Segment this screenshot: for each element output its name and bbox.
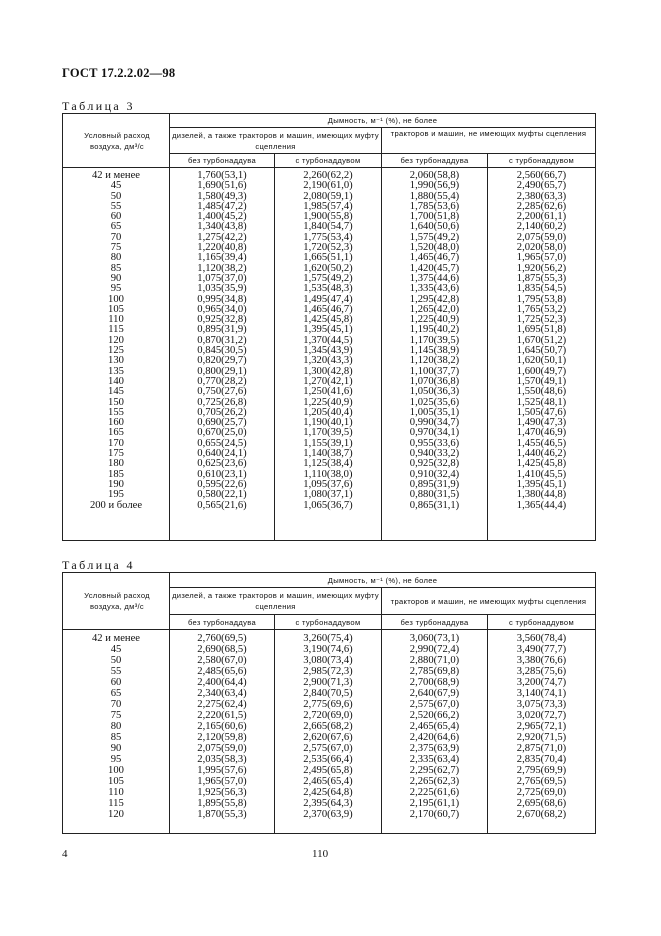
- table-cell: 2,875(71,0): [516, 743, 567, 754]
- table-cell: 65: [110, 688, 122, 699]
- table-cell: 3,080(73,4): [303, 655, 353, 666]
- table-cell: 2,990(72,4): [409, 644, 460, 655]
- table-cell: 150: [108, 396, 124, 408]
- table3-head-airflow: Условный расход воздуха, дм³/с: [63, 114, 170, 168]
- table-cell: 2,075(59,0): [516, 231, 567, 243]
- table-cell: 1,965(57,0): [516, 252, 567, 264]
- table-cell: 0,565(21,6): [197, 499, 247, 511]
- table-cell: 1,395(45,1): [516, 478, 567, 490]
- table-cell: 0,670(25,0): [197, 427, 247, 439]
- table-cell: 70: [110, 699, 122, 710]
- table4-head-smoke: Дымность, м⁻¹ (%), не более: [170, 573, 596, 588]
- table-cell: 115: [108, 798, 124, 809]
- table-cell: 2,725(69,0): [516, 787, 567, 798]
- table-cell: 1,225(40,9): [303, 396, 353, 408]
- table-cell: 65: [110, 221, 122, 233]
- table-cell: 50: [110, 190, 122, 202]
- table-cell: 0,800(29,1): [197, 365, 247, 377]
- table-cell: 2,275(62,4): [197, 699, 247, 710]
- table-cell: 2,520(66,2): [409, 710, 460, 721]
- table-cell: 1,785(53,6): [409, 200, 460, 212]
- table4-head-group1: дизелей, а также тракторов и машин, имеющих муфту сцепления: [170, 588, 382, 615]
- table-cell: 2,375(63,9): [409, 743, 460, 754]
- table-cell: 185: [108, 468, 124, 480]
- table-cell: 2,785(69,8): [409, 666, 460, 677]
- table-cell: 1,275(42,2): [197, 231, 247, 243]
- table-cell: 2,690(68,5): [197, 644, 247, 655]
- table3-col-2: [275, 168, 382, 541]
- table-cell: 0,925(32,8): [197, 314, 247, 326]
- table-cell: 2,075(59,0): [197, 743, 247, 754]
- table-cell: 2,060(58,8): [409, 170, 460, 181]
- table-cell: 0,925(32,8): [409, 458, 460, 470]
- table4-head-sub2: с турбонаддувом: [275, 615, 382, 630]
- table-cell: 1,765(53,2): [516, 303, 567, 315]
- table-cell: 2,120(59,8): [197, 732, 247, 743]
- table-cell: 0,820(29,7): [197, 355, 247, 367]
- table-cell: 2,260(62,2): [303, 170, 353, 181]
- table-cell: 1,695(51,8): [516, 324, 567, 336]
- table4-col-1: [170, 630, 275, 834]
- table-cell: 60: [110, 677, 122, 688]
- table-cell: 0,965(34,0): [197, 303, 247, 315]
- table-cell: 1,250(41,6): [303, 386, 353, 398]
- table-cell: 1,375(44,6): [409, 272, 460, 284]
- table-cell: 45: [110, 644, 122, 655]
- table-cell: 75: [110, 242, 122, 254]
- table-cell: 1,465(46,7): [409, 252, 460, 264]
- table-cell: 55: [110, 666, 122, 677]
- table4-col-3: [382, 630, 488, 834]
- table-cell: 1,125(38,4): [303, 458, 353, 470]
- table-cell: 1,205(40,4): [303, 406, 353, 418]
- table-cell: 80: [110, 252, 122, 264]
- table-cell: 1,340(43,8): [197, 221, 247, 233]
- table-cell: 2,695(68,6): [516, 798, 567, 809]
- table-cell: 2,640(67,9): [409, 688, 460, 699]
- table-cell: 0,990(34,7): [409, 417, 460, 429]
- table-cell: 100: [108, 293, 124, 305]
- table-cell: 1,410(45,5): [516, 468, 567, 480]
- table-cell: 1,425(45,8): [303, 314, 353, 326]
- table-cell: 1,345(43,9): [303, 345, 353, 357]
- table-cell: 1,120(38,2): [409, 355, 460, 367]
- table-cell: 1,095(37,6): [303, 478, 353, 490]
- table-cell: 2,165(60,6): [197, 721, 247, 732]
- page-number-left: 4: [62, 848, 68, 860]
- table-cell: 2,765(69,5): [516, 776, 567, 787]
- table-cell: 0,895(31,9): [409, 478, 460, 490]
- table-cell: 1,470(46,9): [516, 427, 567, 439]
- table-cell: 175: [108, 448, 124, 460]
- table4-head-group2: тракторов и машин, не имеющих муфты сцепления: [382, 588, 596, 615]
- table-cell: 2,620(67,6): [303, 732, 353, 743]
- table-cell: 190: [108, 478, 124, 490]
- table-cell: 125: [108, 345, 124, 357]
- table-cell: 1,100(37,7): [409, 365, 460, 377]
- table-cell: 90: [110, 272, 122, 284]
- table-cell: 1,070(36,8): [409, 375, 460, 387]
- table-cell: 110: [108, 787, 124, 798]
- table4: [62, 572, 596, 834]
- table-cell: 2,035(58,3): [197, 754, 247, 765]
- table4-col-2: [275, 630, 382, 834]
- table-cell: 2,665(68,2): [303, 721, 353, 732]
- table-cell: 1,535(48,3): [303, 283, 353, 295]
- table-cell: 1,505(47,6): [516, 406, 567, 418]
- table-cell: 1,645(50,7): [516, 345, 567, 357]
- table4-col-airflow: [63, 630, 170, 834]
- table3-head-group1: дизелей, а также тракторов и машин, имеющих муфту сцепления: [170, 128, 382, 154]
- table-cell: 1,575(49,2): [409, 231, 460, 243]
- table-cell: 1,760(53,1): [197, 170, 247, 181]
- table3-head-sub4: с турбонаддувом: [488, 154, 596, 168]
- table-cell: 1,455(46,5): [516, 437, 567, 449]
- table-cell: 1,795(53,8): [516, 293, 567, 305]
- table-cell: 2,170(60,7): [409, 809, 460, 820]
- table-cell: 2,220(61,5): [197, 710, 247, 721]
- table-cell: 2,465(65,4): [409, 721, 460, 732]
- table-cell: 1,525(48,1): [516, 396, 567, 408]
- table-cell: 1,420(45,7): [409, 262, 460, 274]
- table-cell: 0,940(33,2): [409, 448, 460, 460]
- table-cell: 1,075(37,0): [197, 272, 247, 284]
- table-cell: 1,365(44,4): [516, 499, 567, 511]
- table-cell: 0,880(31,5): [409, 489, 460, 501]
- table-cell: 75: [110, 710, 122, 721]
- table-cell: 50: [110, 655, 122, 666]
- table3-col-airflow: [63, 168, 170, 541]
- table-cell: 2,835(70,4): [516, 754, 567, 765]
- table-cell: 200 и более: [89, 499, 143, 511]
- table-cell: 1,425(45,8): [516, 458, 567, 470]
- table-cell: 2,140(60,2): [516, 221, 567, 233]
- table-cell: 90: [110, 743, 122, 754]
- table-cell: 1,395(45,1): [303, 324, 353, 336]
- table-cell: 2,425(64,8): [303, 787, 353, 798]
- table3-caption: Таблица 3: [62, 99, 135, 113]
- table-cell: 42 и менее: [91, 633, 141, 644]
- table-cell: 85: [110, 262, 122, 274]
- table-cell: 2,670(68,2): [516, 809, 567, 820]
- table-cell: 1,550(48,6): [516, 386, 567, 398]
- table-cell: 2,420(64,6): [409, 732, 460, 743]
- table4-caption: Таблица 4: [62, 558, 135, 572]
- table-cell: 1,190(40,1): [303, 417, 353, 429]
- table-cell: 0,895(31,9): [197, 324, 247, 336]
- table-cell: 2,335(63,4): [409, 754, 460, 765]
- table-cell: 1,025(35,6): [409, 396, 460, 408]
- table-cell: 3,060(73,1): [409, 633, 460, 644]
- table-cell: 110: [108, 314, 124, 326]
- table-cell: 2,560(66,7): [516, 170, 567, 181]
- table-cell: 2,400(64,4): [197, 677, 247, 688]
- table-cell: 0,955(33,6): [409, 437, 460, 449]
- table-cell: 0,870(31,2): [197, 334, 247, 346]
- table-cell: 85: [110, 732, 122, 743]
- table-cell: 2,985(72,3): [303, 666, 353, 677]
- table-cell: 0,845(30,5): [197, 345, 247, 357]
- table-cell: 155: [108, 406, 124, 418]
- table-cell: 1,495(47,4): [303, 293, 353, 305]
- table-cell: 0,655(24,5): [197, 437, 247, 449]
- table-cell: 1,490(47,3): [516, 417, 567, 429]
- table-cell: 1,120(38,2): [197, 262, 247, 274]
- table-cell: 0,995(34,8): [197, 293, 247, 305]
- table-cell: 1,195(40,2): [409, 324, 460, 336]
- table3-col-3: [382, 168, 488, 541]
- table-cell: 3,075(73,3): [516, 699, 567, 710]
- table-cell: 1,670(51,2): [516, 334, 567, 346]
- table-cell: 1,485(47,2): [197, 200, 247, 212]
- table-cell: 45: [110, 180, 122, 192]
- table-cell: 1,995(57,6): [197, 765, 247, 776]
- table-cell: 2,295(62,7): [409, 765, 460, 776]
- table-cell: 2,880(71,0): [409, 655, 460, 666]
- table-cell: 1,690(51,6): [197, 180, 247, 192]
- table-cell: 170: [108, 437, 124, 449]
- table-cell: 2,340(63,4): [197, 688, 247, 699]
- table-cell: 1,440(46,2): [516, 448, 567, 460]
- table-cell: 1,165(39,4): [197, 252, 247, 264]
- table-cell: 1,170(39,5): [303, 427, 353, 439]
- table4-head-sub3: без турбонаддува: [382, 615, 488, 630]
- table-cell: 120: [108, 809, 124, 820]
- table-cell: 1,005(35,1): [409, 406, 460, 418]
- table-cell: 95: [110, 754, 122, 765]
- table-cell: 2,465(65,4): [303, 776, 353, 787]
- table-cell: 2,020(58,0): [516, 242, 567, 254]
- table-cell: 1,835(54,5): [516, 283, 567, 295]
- table-cell: 195: [108, 489, 124, 501]
- table-cell: 1,925(56,3): [197, 787, 247, 798]
- table-cell: 1,370(44,5): [303, 334, 353, 346]
- table-cell: 1,720(52,3): [303, 242, 353, 254]
- table-cell: 2,795(69,9): [516, 765, 567, 776]
- table-cell: 2,495(65,8): [303, 765, 353, 776]
- document-header: ГОСТ 17.2.2.02—98: [62, 66, 176, 80]
- table-cell: 1,400(45,2): [197, 211, 247, 223]
- table-cell: 1,665(51,1): [303, 252, 353, 264]
- table-cell: 1,335(43,6): [409, 283, 460, 295]
- table-cell: 2,760(69,5): [197, 633, 247, 644]
- table-cell: 1,900(55,8): [303, 211, 353, 223]
- table-cell: 1,465(46,7): [303, 303, 353, 315]
- table-cell: 2,285(62,6): [516, 200, 567, 212]
- table-cell: 2,965(72,1): [516, 721, 567, 732]
- table-cell: 1,725(52,3): [516, 314, 567, 326]
- table4-head-sub4: с турбонаддувом: [488, 615, 596, 630]
- table-cell: 55: [110, 200, 122, 212]
- table-cell: 0,595(22,6): [197, 478, 247, 490]
- table-cell: 140: [108, 375, 124, 387]
- table-cell: 2,265(62,3): [409, 776, 460, 787]
- table-cell: 3,380(76,6): [516, 655, 567, 666]
- table-cell: 2,535(66,4): [303, 754, 353, 765]
- table-cell: 2,200(61,1): [516, 211, 567, 223]
- table-cell: 2,370(63,9): [303, 809, 353, 820]
- table-cell: 1,155(39,1): [303, 437, 353, 449]
- table-cell: 2,395(64,3): [303, 798, 353, 809]
- table3-head-group2: тракторов и машин, не имеющих муфты сцепления: [382, 128, 596, 154]
- table-cell: 1,620(50,1): [516, 355, 567, 367]
- table-cell: 1,320(43,3): [303, 355, 353, 367]
- table-cell: 1,520(48,0): [409, 242, 460, 254]
- table-cell: 1,640(50,6): [409, 221, 460, 233]
- table-cell: 135: [108, 365, 124, 377]
- table-cell: 60: [110, 211, 122, 223]
- table-cell: 1,875(55,3): [516, 272, 567, 284]
- table-cell: 1,840(54,7): [303, 221, 353, 233]
- table-cell: 1,035(35,9): [197, 283, 247, 295]
- table-cell: 1,380(44,8): [516, 489, 567, 501]
- table-cell: 2,190(61,0): [303, 180, 353, 192]
- table4-head-sub1: без турбонаддува: [170, 615, 275, 630]
- table-cell: 1,110(38,0): [303, 468, 353, 480]
- table-cell: 80: [110, 721, 122, 732]
- table-cell: 145: [108, 386, 124, 398]
- table-cell: 0,970(34,1): [409, 427, 460, 439]
- table3-col-1: [170, 168, 275, 541]
- table-cell: 2,840(70,5): [303, 688, 353, 699]
- table-cell: 2,380(63,3): [516, 190, 567, 202]
- table-cell: 0,640(24,1): [197, 448, 247, 460]
- table-cell: 1,270(42,1): [303, 375, 353, 387]
- table-cell: 1,775(53,4): [303, 231, 353, 243]
- table4-head-airflow: Условный расход воздуха, дм³/с: [63, 573, 170, 630]
- table-cell: 1,700(51,8): [409, 211, 460, 223]
- table-cell: 0,750(27,6): [197, 386, 247, 398]
- table-cell: 0,865(31,1): [409, 499, 460, 511]
- table3-head-sub2: с турбонаддувом: [275, 154, 382, 168]
- table4-col-4: [488, 630, 596, 834]
- table-cell: 1,870(55,3): [197, 809, 247, 820]
- table-cell: 105: [108, 776, 124, 787]
- table-cell: 0,725(26,8): [197, 396, 247, 408]
- table-cell: 2,080(59,1): [303, 190, 353, 202]
- table3-head-smoke: Дымность, м⁻¹ (%), не более: [170, 114, 596, 128]
- table3-head-sub1: без турбонаддува: [170, 154, 275, 168]
- table-cell: 2,575(67,0): [409, 699, 460, 710]
- table-cell: 0,705(26,2): [197, 406, 247, 418]
- table-cell: 105: [108, 303, 124, 315]
- table-cell: 1,145(38,9): [409, 345, 460, 357]
- table-cell: 0,580(22,1): [197, 489, 247, 501]
- table-cell: 1,990(56,9): [409, 180, 460, 192]
- table-cell: 1,265(42,0): [409, 303, 460, 315]
- page-number-center: 110: [312, 848, 329, 860]
- table-cell: 2,720(69,0): [303, 710, 353, 721]
- table3: [62, 113, 596, 541]
- table-cell: 42 и менее: [91, 170, 141, 181]
- table3-head-sub3: без турбонаддува: [382, 154, 488, 168]
- table-cell: 165: [108, 427, 124, 439]
- table-cell: 3,020(72,7): [516, 710, 567, 721]
- table-cell: 0,910(32,4): [409, 468, 460, 480]
- table-cell: 1,300(42,8): [303, 365, 353, 377]
- table-cell: 2,195(61,1): [409, 798, 460, 809]
- table-cell: 2,580(67,0): [197, 655, 247, 666]
- table-cell: 115: [108, 324, 124, 336]
- table-cell: 3,140(74,1): [516, 688, 567, 699]
- table-cell: 1,220(40,8): [197, 242, 247, 254]
- table-cell: 2,900(71,3): [303, 677, 353, 688]
- table-cell: 1,170(39,5): [409, 334, 460, 346]
- table-cell: 2,700(68,9): [409, 677, 460, 688]
- table-cell: 2,920(71,5): [516, 732, 567, 743]
- table-cell: 3,260(75,4): [303, 633, 353, 644]
- table-cell: 1,225(40,9): [409, 314, 460, 326]
- table-cell: 1,600(49,7): [516, 365, 567, 377]
- table-cell: 130: [108, 355, 124, 367]
- table-cell: 1,620(50,2): [303, 262, 353, 274]
- table-cell: 3,285(75,6): [516, 666, 567, 677]
- table-cell: 0,690(25,7): [197, 417, 247, 429]
- table3-col-4: [488, 168, 596, 541]
- table-cell: 3,190(74,6): [303, 644, 353, 655]
- table-cell: 120: [108, 334, 124, 346]
- table-cell: 1,065(36,7): [303, 499, 353, 511]
- table-cell: 2,485(65,6): [197, 666, 247, 677]
- table-cell: 0,770(28,2): [197, 375, 247, 387]
- table-cell: 1,295(42,8): [409, 293, 460, 305]
- table-cell: 1,985(57,4): [303, 200, 353, 212]
- table-cell: 3,200(74,7): [516, 677, 567, 688]
- table-cell: 95: [110, 283, 122, 295]
- table-cell: 1,080(37,1): [303, 489, 353, 501]
- table-cell: 2,225(61,6): [409, 787, 460, 798]
- table-cell: 1,895(55,8): [197, 798, 247, 809]
- table-cell: 0,625(23,6): [197, 458, 247, 470]
- table-cell: 180: [108, 458, 124, 470]
- table-cell: 0,610(23,1): [197, 468, 247, 480]
- table-cell: 1,050(36,3): [409, 386, 460, 398]
- table-cell: 1,880(55,4): [409, 190, 460, 202]
- table-cell: 1,580(49,3): [197, 190, 247, 202]
- table-cell: 1,575(49,2): [303, 272, 353, 284]
- table-cell: 1,920(56,2): [516, 262, 567, 274]
- table-cell: 3,560(78,4): [516, 633, 567, 644]
- table-cell: 2,575(67,0): [303, 743, 353, 754]
- table-cell: 1,570(49,1): [516, 375, 567, 387]
- table-cell: 1,965(57,0): [197, 776, 247, 787]
- table-cell: 2,490(65,7): [516, 180, 567, 192]
- table-cell: 70: [110, 231, 122, 243]
- table-cell: 1,140(38,7): [303, 448, 353, 460]
- table-cell: 3,490(77,7): [516, 644, 567, 655]
- table-cell: 100: [108, 765, 124, 776]
- table-cell: 160: [108, 417, 124, 429]
- table-cell: 2,775(69,6): [303, 699, 353, 710]
